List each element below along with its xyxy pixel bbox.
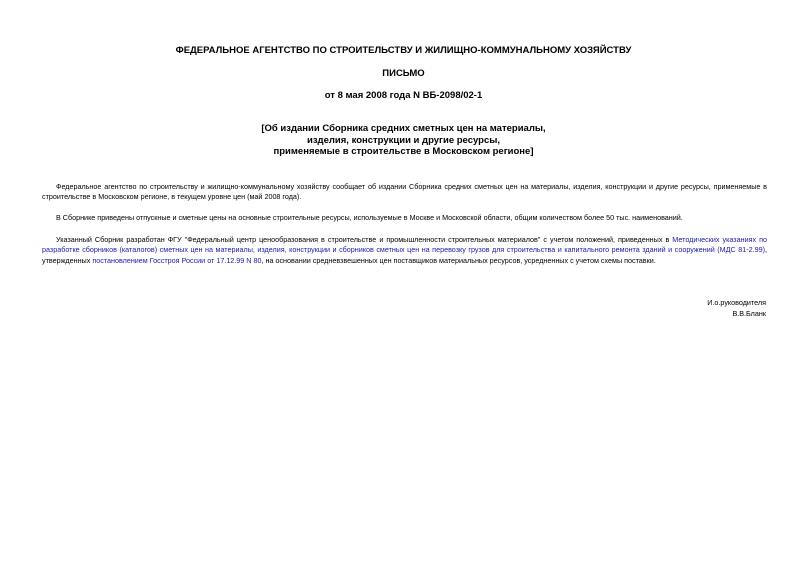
paragraph-1: Федеральное агентство по строительству и жилищно-коммунальному хозяйству сообщает об издании Сборника средних сметных цен на материалы, изделия, конструкции и другие ресурсы, применяемые в строительстве в Московском регионе, в текущем уровне цен (май 2008 года).: [42, 182, 767, 202]
subject-line-3: применяемые в строительстве в Московском регионе]: [273, 146, 534, 157]
subject-line-2: изделия, конструкции и другие ресурсы,: [307, 134, 500, 146]
paragraph-3: [42, 235, 767, 266]
signatory-position: И.о.руководителя: [707, 298, 766, 307]
agency-title: ФЕДЕРАЛЬНОЕ АГЕНТСТВО ПО СТРОИТЕЛЬСТВУ И ЖИЛИЩНО-КОММУНАЛЬНОМУ ХОЗЯЙСТВУ: [175, 45, 632, 56]
paragraph-3-text-start: Указанный Сборник разработан ФГУ "Федеральный центр ценообразования в строительстве и промышленности строительных материалов" с учетом положений, приведенных в: [56, 235, 673, 244]
document-date-number: от 8 мая 2008 года N ВБ-2098/02-1: [324, 90, 483, 101]
signature-block: [707, 297, 766, 319]
paragraph-3-text-end: , на основании средневзвешенных цен поставщиков материальных ресурсов, усредненных с учетом схемы поставки.: [261, 255, 656, 265]
methodical-guidelines-link[interactable]: Методических указаниях по разработке сборников (каталогов) сметных цен на материалы, изделия, конструкции и сборников сметных цен на перевозку грузов для строительства и капитального ремонта зданий и сооружений (МДС 81-2.99): [42, 235, 767, 255]
document-type: ПИСЬМО: [382, 68, 425, 79]
gosstroy-resolution-link[interactable]: постановлением Госстроя России от 17.12.99 N 80: [92, 255, 262, 265]
signatory-name: В.В.Бланк: [732, 309, 766, 318]
subject-line-1: [Об издании Сборника средних сметных цен на материалы,: [261, 123, 546, 134]
document-subject: [0, 123, 807, 158]
paragraph-2: В Сборнике приведены отпускные и сметные цены на основные строительные ресурсы, используемые в Москве и Московской области, общим количеством более 50 тыс. наименований.: [56, 213, 683, 222]
paragraph-3-text-middle: , утвержденных: [42, 245, 767, 265]
